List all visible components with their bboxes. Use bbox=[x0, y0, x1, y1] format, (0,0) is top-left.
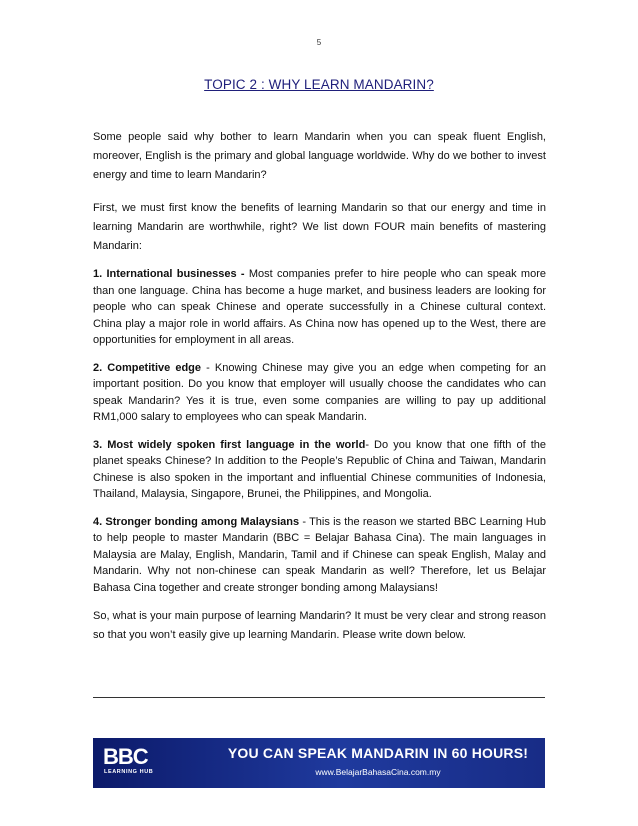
body-content bbox=[93, 128, 546, 645]
benefit-4-heading: 4. Stronger bonding among Malaysians bbox=[93, 515, 300, 528]
banner-url[interactable]: www.BelajarBahasaCina.com.my bbox=[315, 767, 441, 777]
answer-line[interactable] bbox=[93, 697, 545, 698]
benefit-4-text: - This is the reason we started BBC Learning Hub to help people to master Mandarin (BBC = Belajar Bahasa Cina). The main languages in Malaysia are Malay, English, Mandarin, Tamil and if Chinese can speak English, Malay and Mandarin. Why not non-chinese can speak Mandarin as well? Therefore, let us Belajar Bahasa Cina together and create stronger bonding among Malaysians! bbox=[93, 515, 546, 594]
benefit-4 bbox=[93, 514, 546, 597]
bbc-logo-text: BBC bbox=[103, 744, 148, 769]
benefit-1 bbox=[93, 266, 546, 349]
benefit-1-text: Most companies prefer to hire people who can speak more than one language. China has become a huge market, and business leaders are looking for people who can speak Chinese and operate successfully in a Chinese cultural context. China play a major role in world affairs. As China now has opened up to the West, there are opportunities for employment in all areas. bbox=[93, 268, 546, 346]
promo-banner[interactable] bbox=[93, 738, 545, 788]
page-title: TOPIC 2 : WHY LEARN MANDARIN? bbox=[204, 77, 434, 92]
benefit-3-heading: 3. Most widely spoken first language in the world bbox=[93, 438, 366, 451]
closing-paragraph: So, what is your main purpose of learning Mandarin? It must be very clear and strong reason so that you won’t easily give up learning Mandarin. Please write down below. bbox=[93, 610, 546, 641]
benefit-2 bbox=[93, 360, 546, 426]
bbc-logo-subtext: LEARNING HUB bbox=[104, 769, 154, 775]
benefit-1-heading: 1. International businesses - bbox=[93, 268, 245, 280]
benefit-2-text: - Knowing Chinese may give you an edge when competing for an important position. Do you know that employer will usually choose the candidates who can speak Mandarin? Yes it is true, even some companies are willing to pay up additional RM1,000 salary to employees who can speak Mandarin. bbox=[93, 361, 546, 423]
benefit-3 bbox=[93, 437, 546, 503]
benefits-intro-paragraph: First, we must first know the benefits of learning Mandarin so that our energy and time in learning Mandarin are worthwhile, right? We list down FOUR main benefits of mastering Mandarin: bbox=[93, 202, 546, 252]
bbc-logo bbox=[103, 744, 159, 782]
banner-headline: YOU CAN SPEAK MANDARIN IN 60 HOURS! bbox=[227, 745, 529, 761]
intro-paragraph: Some people said why bother to learn Mandarin when you can speak fluent English, moreover, English is the primary and global language worldwide. Why do we bother to invest energy and time to learn Mandarin? bbox=[93, 131, 546, 181]
benefit-3-text: - Do you know that one fifth of the planet speaks Chinese? In addition to the People’s Republic of China and Taiwan, Mandarin Chinese is also spoken in the important and influential Chinese communities of Indonesia, Thailand, Malaysia, Singapore, Brunei, the Philippines, and Mongolia. bbox=[93, 438, 547, 500]
page-number: 5 bbox=[316, 38, 322, 47]
benefit-2-heading: 2. Competitive edge bbox=[93, 361, 202, 374]
